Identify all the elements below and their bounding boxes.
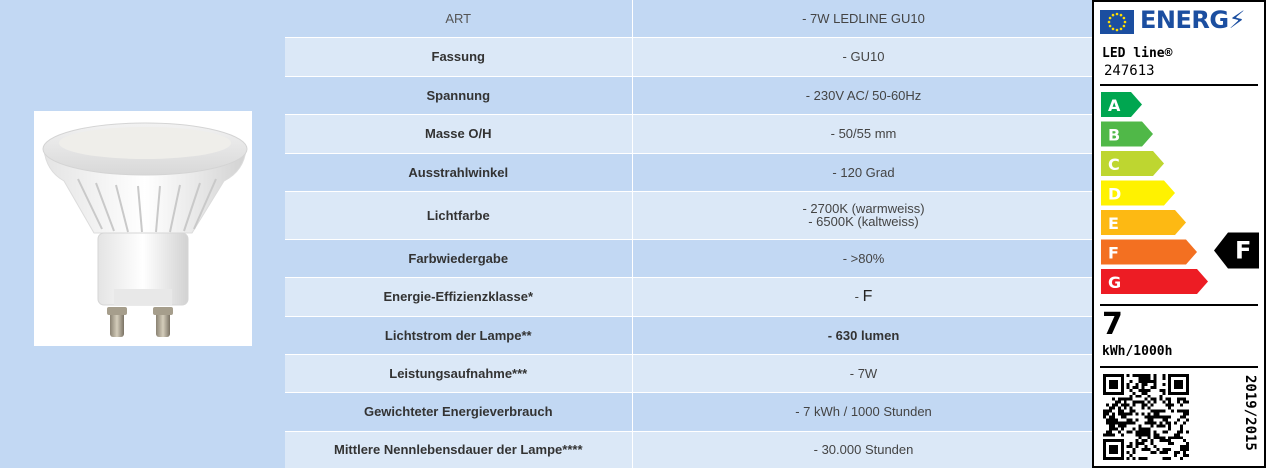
spec-label: Energie-Effizienzklasse* — [285, 277, 632, 316]
efficiency-class-f — [1101, 240, 1197, 265]
spec-value: - 7W LEDLINE GU10 — [632, 0, 1095, 37]
rating-letter: F — [1235, 236, 1252, 265]
lightning-icon: ⚡ — [1228, 6, 1245, 34]
efficiency-scale — [1094, 2, 1264, 302]
efficiency-class-g — [1101, 269, 1208, 294]
spec-value: - 50/55 mm — [632, 114, 1095, 153]
spec-row — [285, 76, 1095, 114]
spec-value-class: F — [862, 288, 873, 305]
spec-table — [285, 0, 1096, 469]
spec-row — [285, 392, 1095, 431]
efficiency-class-letter: D — [1108, 184, 1122, 204]
spec-label: Masse O/H — [285, 114, 632, 153]
spec-label: ART — [285, 0, 632, 37]
efficiency-class-letter: F — [1108, 243, 1119, 263]
spec-value — [632, 191, 1095, 239]
spec-value: - 7 kWh / 1000 Stunden — [632, 392, 1095, 431]
efficiency-class-c — [1101, 151, 1164, 176]
spec-label: Leistungsaufnahme*** — [285, 354, 632, 392]
spec-row — [285, 354, 1095, 392]
spec-value: - 230V AC/ 50-60Hz — [632, 76, 1095, 114]
efficiency-class-a — [1101, 92, 1142, 117]
spec-row — [285, 277, 1095, 316]
spec-row — [285, 191, 1095, 239]
product-photo — [34, 111, 252, 346]
spec-label: Gewichteter Energieverbrauch — [285, 392, 632, 431]
spec-row — [285, 153, 1095, 191]
spec-row — [285, 431, 1095, 468]
spec-value — [632, 277, 1095, 316]
spec-label: Fassung — [285, 37, 632, 76]
product-image-panel — [0, 0, 285, 468]
spec-value: - 7W — [632, 354, 1095, 392]
rating-marker — [1214, 233, 1259, 269]
efficiency-class-letter: B — [1108, 125, 1121, 145]
gu10-bulb-image — [34, 111, 252, 346]
spec-value-line: - 2700K (warmweiss) — [802, 201, 925, 216]
divider — [1100, 304, 1258, 306]
energy-label-title: ENERG⚡ — [1140, 6, 1245, 34]
consumption-unit: kWh/1000h — [1102, 344, 1173, 359]
spec-value-prefix: - — [854, 289, 863, 304]
efficiency-class-letter: C — [1108, 155, 1120, 174]
qr-code-icon — [1101, 374, 1191, 460]
supplier-name: LED line® — [1102, 46, 1173, 61]
spec-label: Lichtfarbe — [285, 191, 632, 239]
spec-label: Ausstrahlwinkel — [285, 153, 632, 191]
efficiency-class-b — [1101, 122, 1153, 147]
spec-row — [285, 114, 1095, 153]
spec-row — [285, 239, 1095, 277]
consumption-value: 7 — [1102, 307, 1123, 342]
spec-value-line: - 6500K (kaltweiss) — [808, 214, 919, 229]
energy-label — [1092, 0, 1266, 468]
spec-label: Mittlere Nennlebensdauer der Lampe**** — [285, 431, 632, 468]
spec-label: Spannung — [285, 76, 632, 114]
efficiency-class-letter: G — [1108, 273, 1122, 292]
model-number: 247613 — [1104, 63, 1155, 79]
efficiency-class-e — [1101, 210, 1186, 235]
spec-label: Farbwiedergabe — [285, 239, 632, 277]
spec-value: - >80% — [632, 239, 1095, 277]
spec-value: - GU10 — [632, 37, 1095, 76]
spec-row — [285, 0, 1095, 37]
spec-row — [285, 37, 1095, 76]
efficiency-class-letter: E — [1108, 214, 1119, 233]
spec-row — [285, 316, 1095, 354]
spec-label: Lichtstrom der Lampe** — [285, 316, 632, 354]
efficiency-class-d — [1101, 181, 1175, 206]
divider — [1100, 366, 1258, 368]
spec-value: - 30.000 Stunden — [632, 431, 1095, 468]
regulation-number: 2019/2015 — [1242, 375, 1258, 451]
spec-value: - 630 lumen — [632, 316, 1095, 354]
efficiency-class-letter: A — [1108, 96, 1121, 115]
spec-value: - 120 Grad — [632, 153, 1095, 191]
